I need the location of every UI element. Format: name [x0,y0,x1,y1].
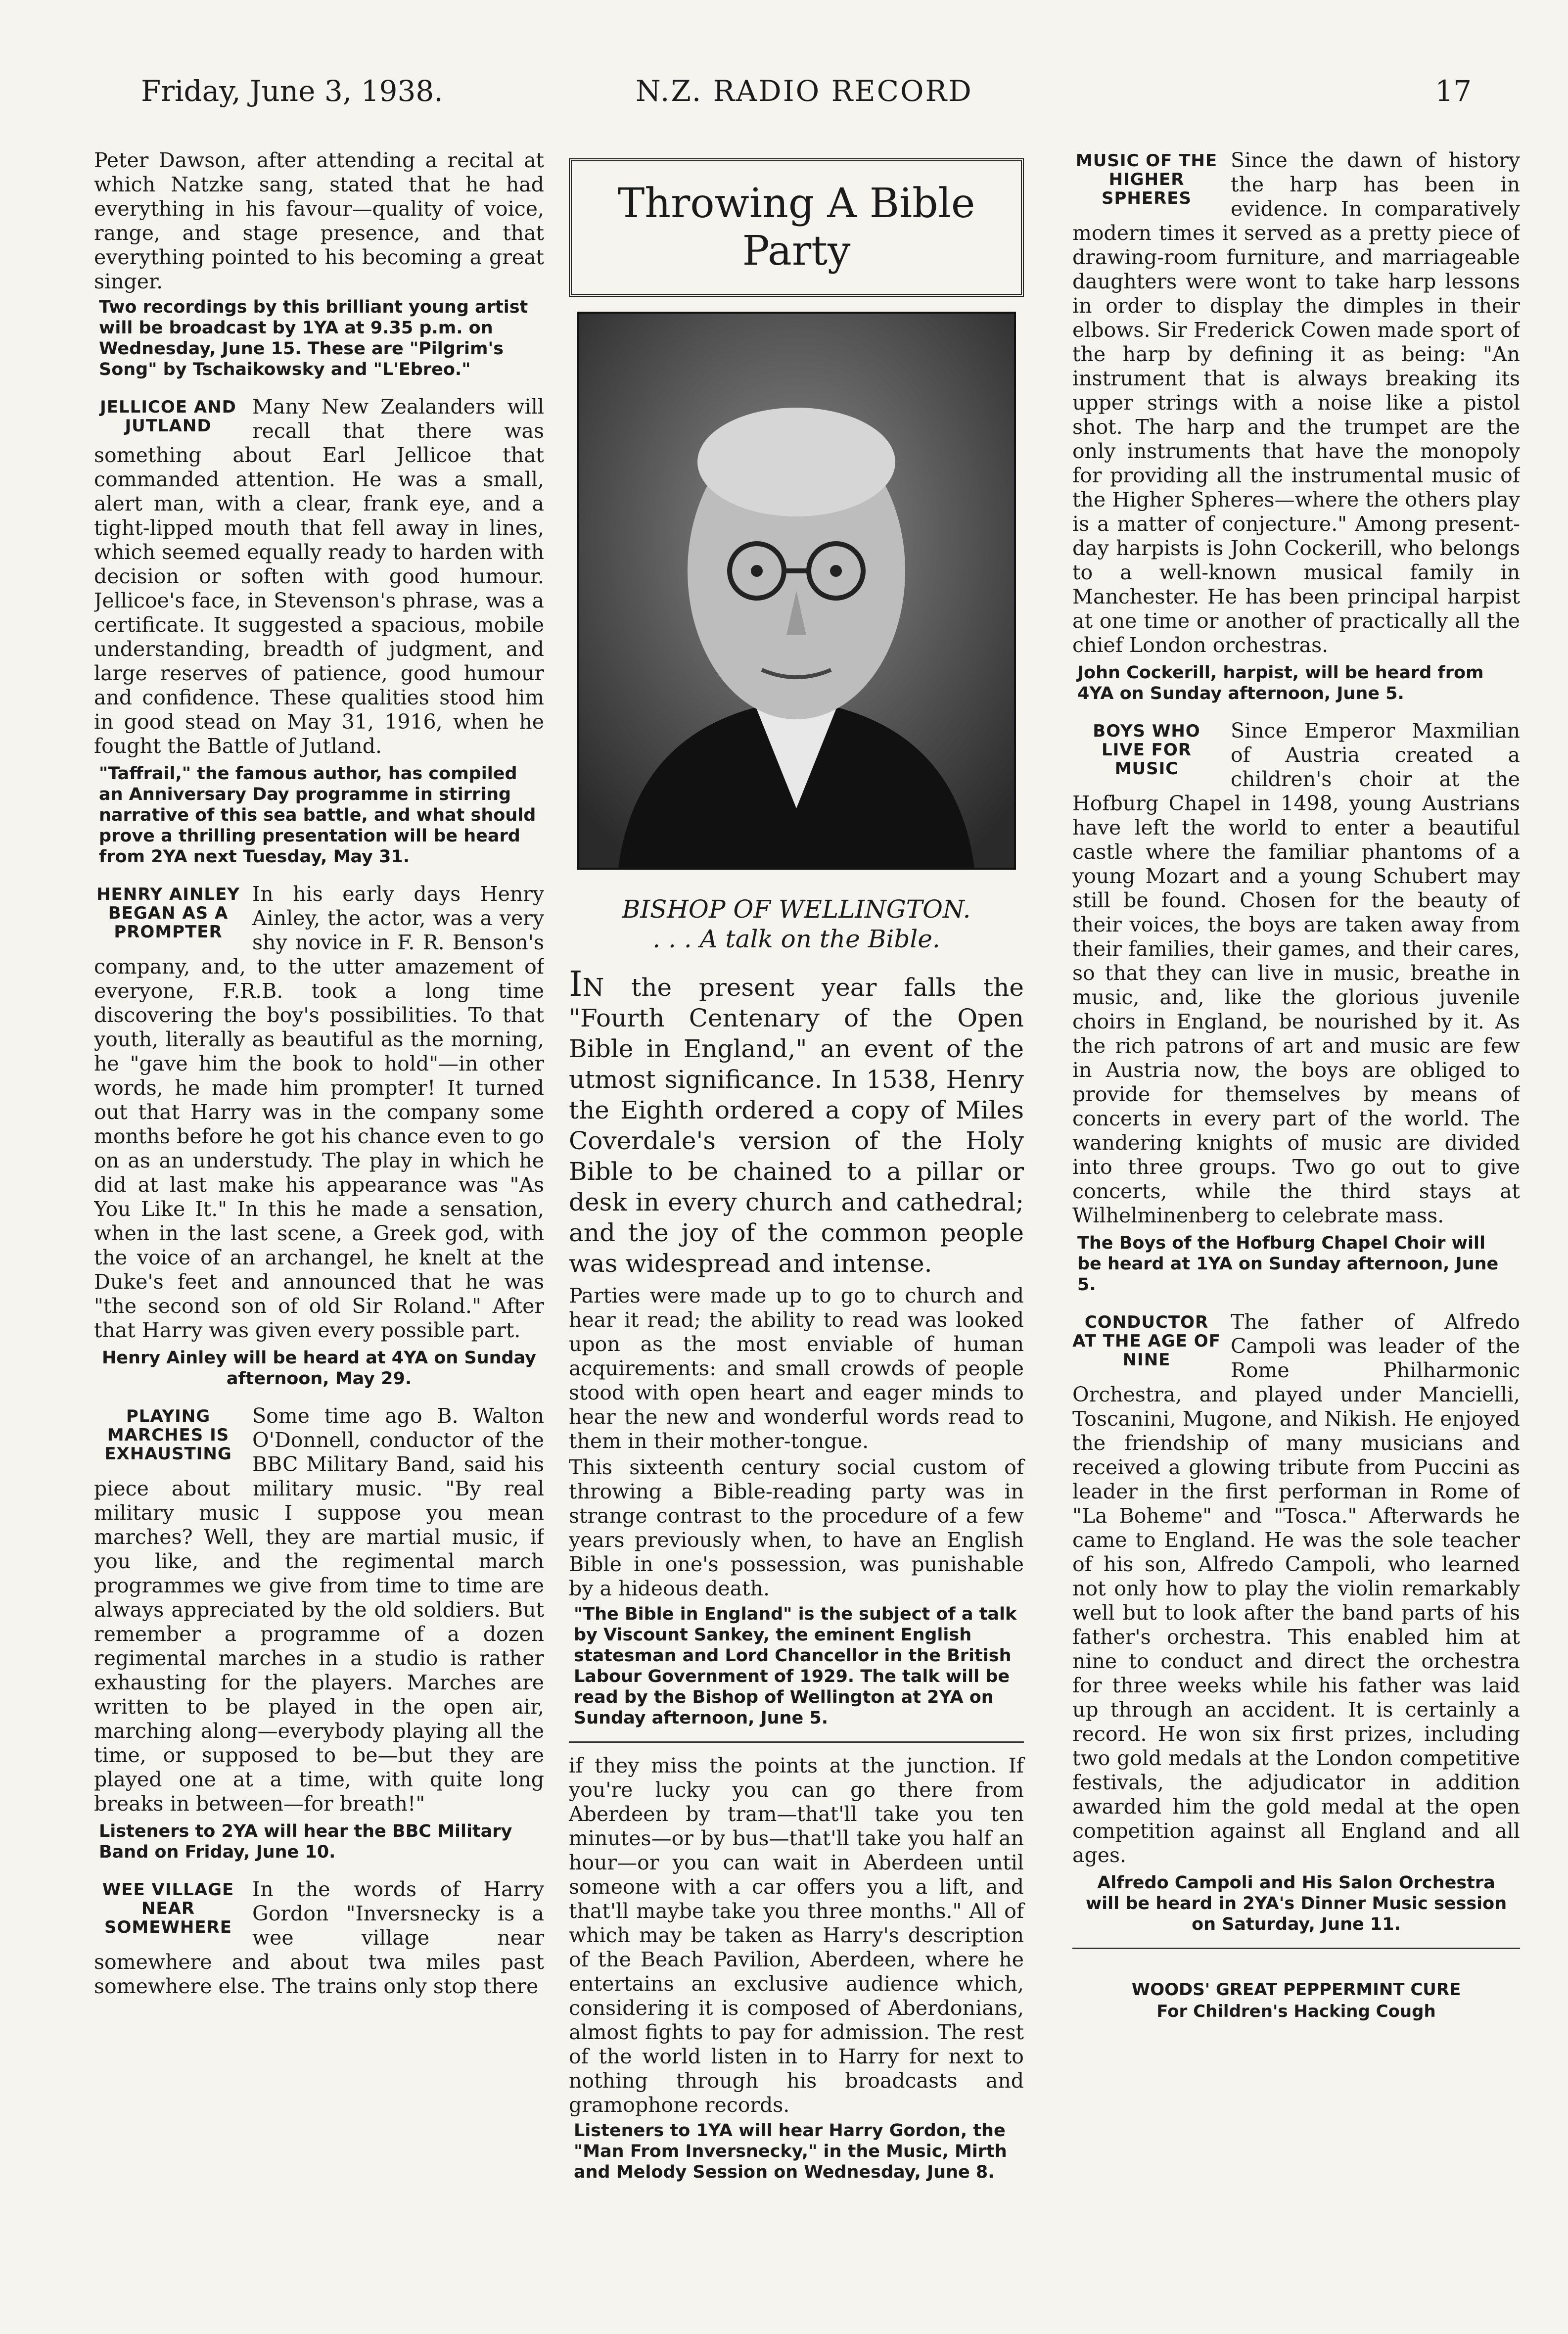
bible-broadcast-note: "The Bible in England" is the subject of a talk by Viscount Sankey, the eminent English statesman and Lord Chancellor in the British Labour Government of 1929. The talk will be read by the Bishop of Wellington at 2YA on Sunday afternoon, June 5. [574,1604,1017,1728]
ad-headline: WOODS' GREAT PEPPERMINT CURE [1131,1980,1461,2000]
column-left [94,148,544,2001]
spheres-broadcast-note: John Cockerill, harpist, will be heard from 4YA on Sunday afternoon, June 5. [1077,663,1484,703]
junction-paragraph: if they miss the points at the junction. If you're lucky you can go there from Aberdeen by tram—that'll take you ten minutes—or by bus—that'll take you half an hour—or you can wait in Aberdeen until someone with a car offers you a lift, and that'll maybe take you three months." All of which may be taken as Harry's description of the Beach Pavilion, Aberdeen, where he entertains an exclusive audience which, considering it is composed of Aberdonians, almost fights to pay for admission. The rest of the world listen in to Harry for next to nothing through his broadcasts and gramophone records. [569,1754,1024,2117]
page-number: 17 [1435,74,1472,108]
conductor-headline: CONDUCTOR AT THE AGE OF NINE [1072,1312,1221,1370]
intro-text: N the present year falls the "Fourth Centenary of the Open Bible in England," an event of the utmost significance. In 1538, Henry the Eighth ordered a copy of Miles Coverdale's version of the Holy Bible to be chained to a pillar or desk in every church and cathedral; and the joy of the common people was widespread and intense. [569,973,1024,1278]
article-title: Throwing A Bible Party [569,158,1024,297]
caption-subtitle: . . . A talk on the Bible. [652,925,940,953]
conductor-item [1072,1310,1520,1869]
ad-divider [1072,1948,1520,1949]
page-header [141,74,1472,119]
boys-paragraph: Since Emperor Maxmilian of Austria created a children's choir at the Hofburg Chapel in 1498, young Austrians have left the world to enter a beautiful castle where the familiar phantoms of a young Mozart and a young Schubert may still be found. Chosen for the beauty of their voices, the boys are taken away from their families, their games, and their cares, so that they can live in music, breathe in music, and, like the glorious juvenile choirs in England, be nourished by it. As the rich patrons of art and music are few in Austria now, the boys are obliged to provide for themselves by means of concerts in every part of the world. The wandering knights of music are divided into three groups. Two go out to give concerts, while the third stays at Wilhelminenberg to celebrate mass. [1072,719,1520,1227]
column-right [1072,148,1520,2022]
intro-paragraph [569,964,1024,1279]
village-paragraph: In the words of Harry Gordon "Inversnecky is a wee village near somewhere and about twa miles past somewhere else. The trains only stop there [94,1877,544,1998]
boys-broadcast-note: The Boys of the Hofburg Chapel Choir will be heard at 1YA on Sunday afternoon, June 5. [1077,1233,1499,1295]
conductor-broadcast-note: Alfredo Campoli and His Salon Orchestra will be heard in 2YA's Dinner Music session on Saturday, June 11. [1085,1873,1507,1934]
parties-paragraph: Parties were made up to go to church and hear it read; the ability to read was looked upon as the most enviable of human acquirements: and small crowds of people stood with open heart and eager minds to hear the new and wonderful words read to them in their mother-tongue. [569,1284,1024,1453]
bishop-portrait [577,312,1016,870]
portrait-illustration [579,314,1014,868]
peppermint-advertisement [1072,1979,1520,2022]
drop-cap: I [569,964,583,1004]
ainley-paragraph: In his early days Henry Ainley, the actor, was a very shy novice in F. R. Benson's company, and, to the utter amazement of everyone, F.R.B. took a long time discovering the boy's possibilities. To that youth, literally as beautiful as the morning, he "gave him the book to hold"—in other words, he made him prompter! It turned out that Harry was in the company some months before he got his chance even to go on as an understudy. The play in which he did at last make his appearance was "As You Like It." In this he made a sensation, when in the last scene, a Greek god, with the voice of an archangel, he knelt at the Duke's feet and announced that he was "the second son of old Sir Roland." After that Harry was given every possible part. [94,882,544,1342]
gordon-broadcast-note: Listeners to 1YA will hear Harry Gordon, the "Man From Inversnecky," in the Music, Mirth and Melody Session on Wednesday, June 8. [574,2121,1007,2182]
ainley-broadcast-note: Henry Ainley will be heard at 4YA on Sunday afternoon, May 29. [102,1348,536,1389]
ainley-headline: HENRY AINLEY BEGAN AS A PROMPTER [96,885,240,942]
ad-subline: For Children's Hacking Cough [1156,2002,1436,2021]
column-center [569,148,1024,2195]
boys-item [1072,719,1520,1230]
village-item [94,1877,544,2001]
dawson-paragraph: Peter Dawson, after attending a recital at which Natzke sang, stated that he had everything in his favour—quality of voice, range, and stage presence, and that everything pointed to his becoming a great singer. [94,148,544,293]
village-headline: WEE VILLAGE NEAR SOMEWHERE [102,1880,234,1937]
jellicoe-item [94,395,544,760]
spheres-paragraph: Since the dawn of history the harp has been in evidence. In comparatively modern times it served as a pretty piece of drawing-room furniture, and marriageable daughters were wont to take harp lessons in order to display the dimples in their elbows. Sir Frederick Cowen made sport of the harp by defining it as being: "An instrument that is always breaking its upper strings with a noise like a pistol shot. The harp and the trumpet are the only instruments that have the monopoly for providing all the instrumental music of the Higher Spheres—where the others play is a matter of conjecture." Among present-day harpists is John Cockerill, who belongs to a well-known musical family in Manchester. He has been principal harpist at one time or another of practically all the chief London orchestras. [1072,148,1520,657]
custom-paragraph: This sixteenth century social custom of throwing a Bible-reading party was in strange contrast to the procedure of a few years previously when, to have an English Bible in one's possession, was punishable by a hideous death. [569,1455,1024,1600]
marches-broadcast-note: Listeners to 2YA will hear the BBC Military Band on Friday, June 10. [99,1821,512,1862]
natzke-broadcast-note: Two recordings by this brilliant young artist will be broadcast by 1YA at 9.35 p.m. on Wednesday, June 15. These are "Pilgrim's Song" by Tschaikowsky and "L'Ebreo." [99,297,528,379]
marches-item [94,1404,544,1818]
jellicoe-broadcast-note: "Taffrail," the famous author, has compiled an Anniversary Day programme in stirring narrative of this sea battle, and what should prove a thrilling presentation will be heard from 2YA next Tuesday, May 31. [99,764,536,867]
caption-name: BISHOP OF WELLINGTON. [622,895,971,924]
boys-headline: BOYS WHO LIVE FOR MUSIC [1093,721,1200,779]
divider [569,1741,1024,1743]
masthead: N.Z. RADIO RECORD [636,74,973,108]
photo-caption [569,894,1024,954]
conductor-paragraph: The father of Alfredo Campoli was leader of the Rome Philharmonic Orchestra, and played under Mancielli, Toscanini, Mugone, and Nikish. He enjoyed the friendship of many musicians and received a glowing tribute from Puccini as leader in the first performan in Rome of "La Boheme" and "Tosca." Afterwards he came to England. He was the sole teacher of his son, Alfredo Campoli, who learned not only how to play the violin remarkably well but to look after the band parts of his father's orchestra. This enabled him at nine to conduct and direct the orchestra for three weeks while his father was laid up through an accident. It is certainly a record. He won six first prizes, including two gold medals at the London competitive festivals, the adjudicator in addition awarded him the gold medal at the open competition against all England and all ages. [1072,1310,1520,1867]
marches-headline: PLAYING MARCHES IS EXHAUSTING [104,1406,232,1464]
issue-date: Friday, June 3, 1938. [141,74,443,108]
ainley-item [94,882,544,1345]
jellicoe-headline: JELLICOE AND JUTLAND [100,397,236,436]
jellicoe-paragraph: Many New Zealanders will recall that there was something about Earl Jellicoe that commanded attention. He was a small, alert man, with a clear, frank eye, and a tight-lipped mouth that fell away in lines, which seemed equally ready to harden with decision or soften with good humour. Jellicoe's face, in Stevenson's phrase, was a certificate. It suggested a spacious, mobile understanding, breadth of judgment, and large reserves of patience, good humour and confidence. These qualities stood him in good stead on May 31, 1916, when he fought the Battle of Jutland. [94,395,544,758]
spheres-headline: MUSIC OF THE HIGHER SPHERES [1075,151,1218,208]
marches-paragraph: Some time ago B. Walton O'Donnell, conductor of the BBC Military Band, said his piece about military music. "By real military music I suppose you mean marches? Well, they are martial music, if you like, and the regimental march programmes we give from time to time are always appreciated by the old soldiers. But remember a programme of a dozen regimental marches in a studio is rather exhausting for the players. Marches are written to be played in the open air, marching along—everybody playing all the time, or supposed to be—but they are played one at a time, with quite long breaks in between—for breath!" [94,1404,544,1816]
spheres-item [1072,148,1520,659]
